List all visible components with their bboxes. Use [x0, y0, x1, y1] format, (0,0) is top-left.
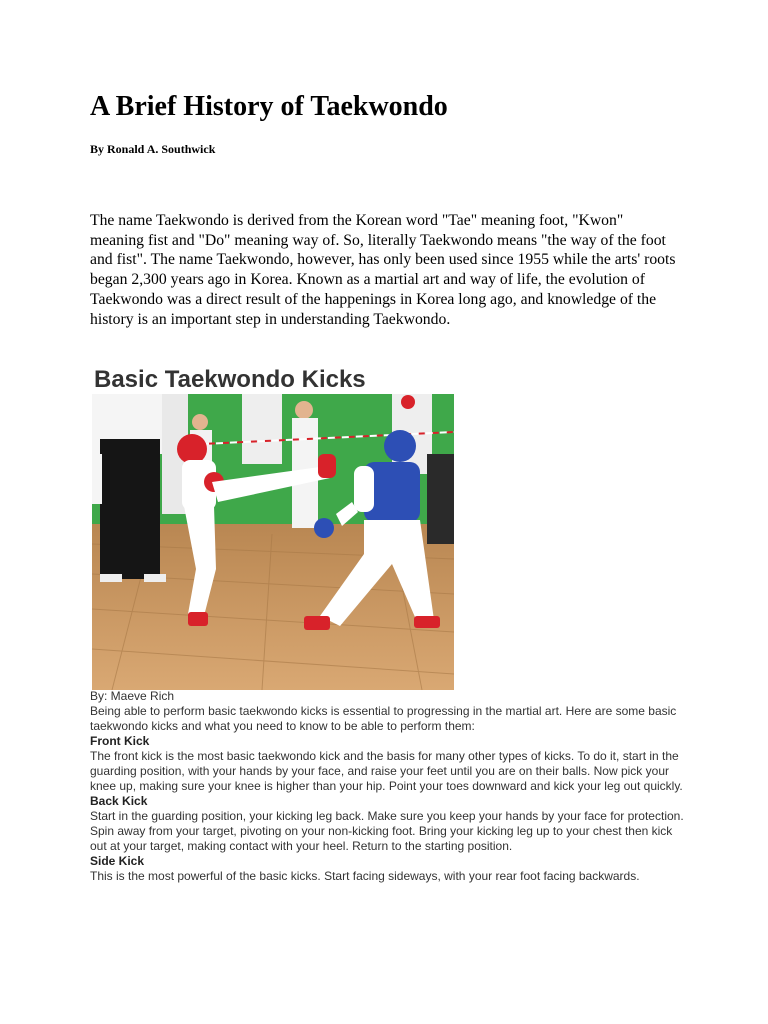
referee	[92, 394, 166, 582]
kicks-author-line: By: Maeve Rich	[90, 689, 175, 703]
front-kick-text: The front kick is the most basic taekwondo kick and the basis for many other types of kicks. To do it, start in the guarding position, with your hands by your face, and raise your feet until you are on their balls. Now pick your knee up, making sure your knee is higher than your hip. Point your toes downward and kick your leg out quickly.	[90, 749, 683, 793]
article-intro-paragraph: The name Taekwondo is derived from the Korean word "Tae" meaning foot, "Kwon" meaning fist and "Do" meaning way of. So, literally Taekwondo means "the way of the foot and fist". The name Taekwondo, however, has only been used since 1955 while the arts' roots began 2,300 years ago in Korea. Known as a martial art and way of life, the evolution of Taekwondo was a direct result of the happenings in Korea long ago, and knowledge of the history is an important step in understanding Taekwondo.	[90, 212, 676, 328]
taekwondo-sparring-photo	[92, 394, 454, 690]
front-kick-heading: Front Kick	[90, 734, 150, 748]
kicks-intro-paragraph: Being able to perform basic taekwondo kicks is essential to progressing in the martial art. Here are some basic taekwondo kicks and what you need to know to be able to perform them:	[90, 704, 677, 733]
back-kick-heading: Back Kick	[90, 794, 148, 808]
kicks-article-body	[90, 689, 690, 884]
kicks-section-heading: Basic Taekwondo Kicks	[94, 366, 366, 393]
side-kick-text: This is the most powerful of the basic kicks. Start facing sideways, with your rear foot facing backwards.	[90, 869, 640, 883]
article-byline: By Ronald A. Southwick	[90, 142, 216, 156]
article-title: A Brief History of Taekwondo	[90, 91, 448, 122]
back-kick-text: Start in the guarding position, your kicking leg back. Make sure you keep your hands by your face for protection. Spin away from your target, pivoting on your non-kicking foot. Bring your kicking leg up to your chest then kick out at your target, making contact with your heel. Return to the starting position.	[90, 809, 684, 853]
side-kick-heading: Side Kick	[90, 854, 145, 868]
